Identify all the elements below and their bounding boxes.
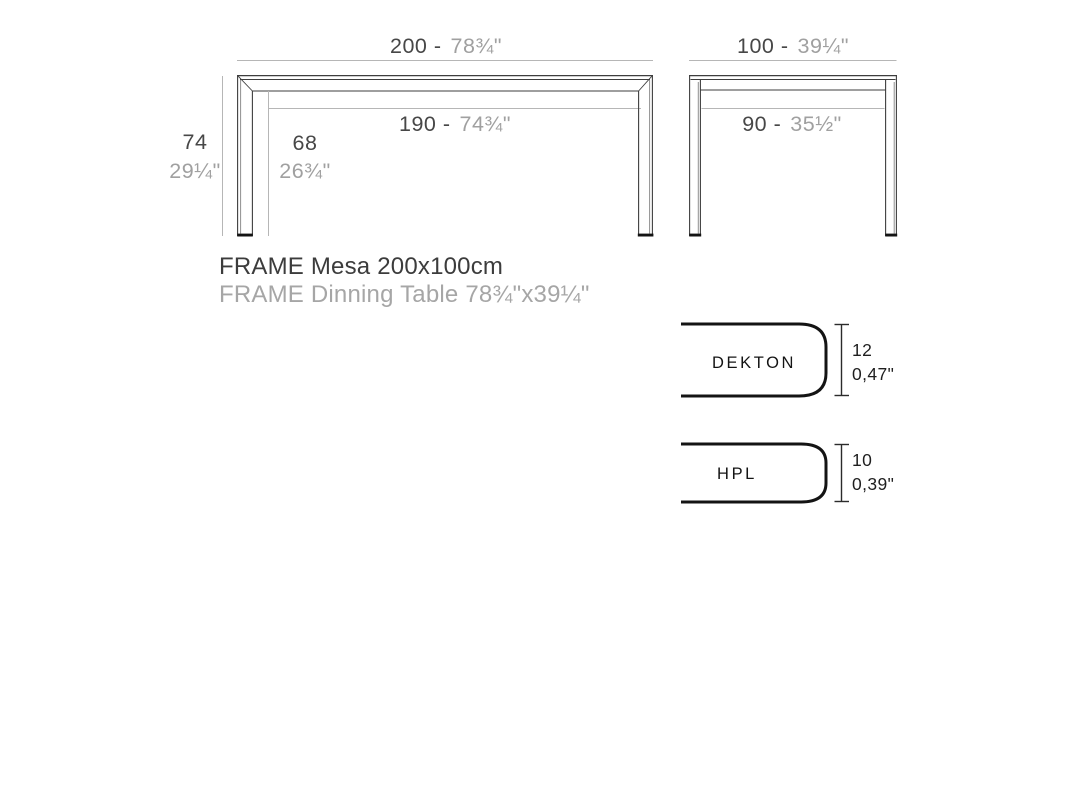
product-title-imperial: FRAME Dinning Table 78¾"x39¼" <box>219 281 590 308</box>
hpl-thickness-dimension <box>835 445 850 502</box>
dekton-thickness-imperial: 0,47" <box>852 364 895 384</box>
hpl-thickness-metric: 10 <box>852 450 873 470</box>
front-clearance-metric-label: 68 <box>292 131 318 155</box>
material-dekton <box>681 324 894 396</box>
front-height-imperial-label: 29¼" <box>169 159 221 183</box>
product-title-metric: FRAME Mesa 200x100cm <box>219 253 504 280</box>
front-height-metric-label: 74 <box>182 130 208 154</box>
front-left-leg <box>237 76 253 237</box>
side-right-leg <box>885 76 897 237</box>
hpl-thickness-imperial: 0,39" <box>852 474 895 494</box>
dekton-thickness-metric: 12 <box>852 340 873 360</box>
front-clearance-imperial-label: 26¾" <box>279 159 331 183</box>
dekton-thickness-dimension <box>835 325 850 396</box>
hpl-badge-label: HPL <box>717 465 757 483</box>
front-miter-right <box>639 76 653 91</box>
material-hpl <box>681 444 894 502</box>
side-left-leg <box>689 76 701 237</box>
front-inner-width-label: 190 - 74¾" <box>399 112 511 136</box>
side-overall-depth-label: 100 - 39¼" <box>737 34 849 58</box>
front-view <box>223 61 654 237</box>
dekton-badge-label: DEKTON <box>711 354 797 372</box>
side-inner-depth-label: 90 - 35½" <box>742 112 842 136</box>
front-miter-left <box>238 76 253 91</box>
side-view <box>689 61 897 237</box>
front-right-leg <box>638 76 654 237</box>
front-overall-width-label: 200 - 78¾" <box>390 34 502 58</box>
